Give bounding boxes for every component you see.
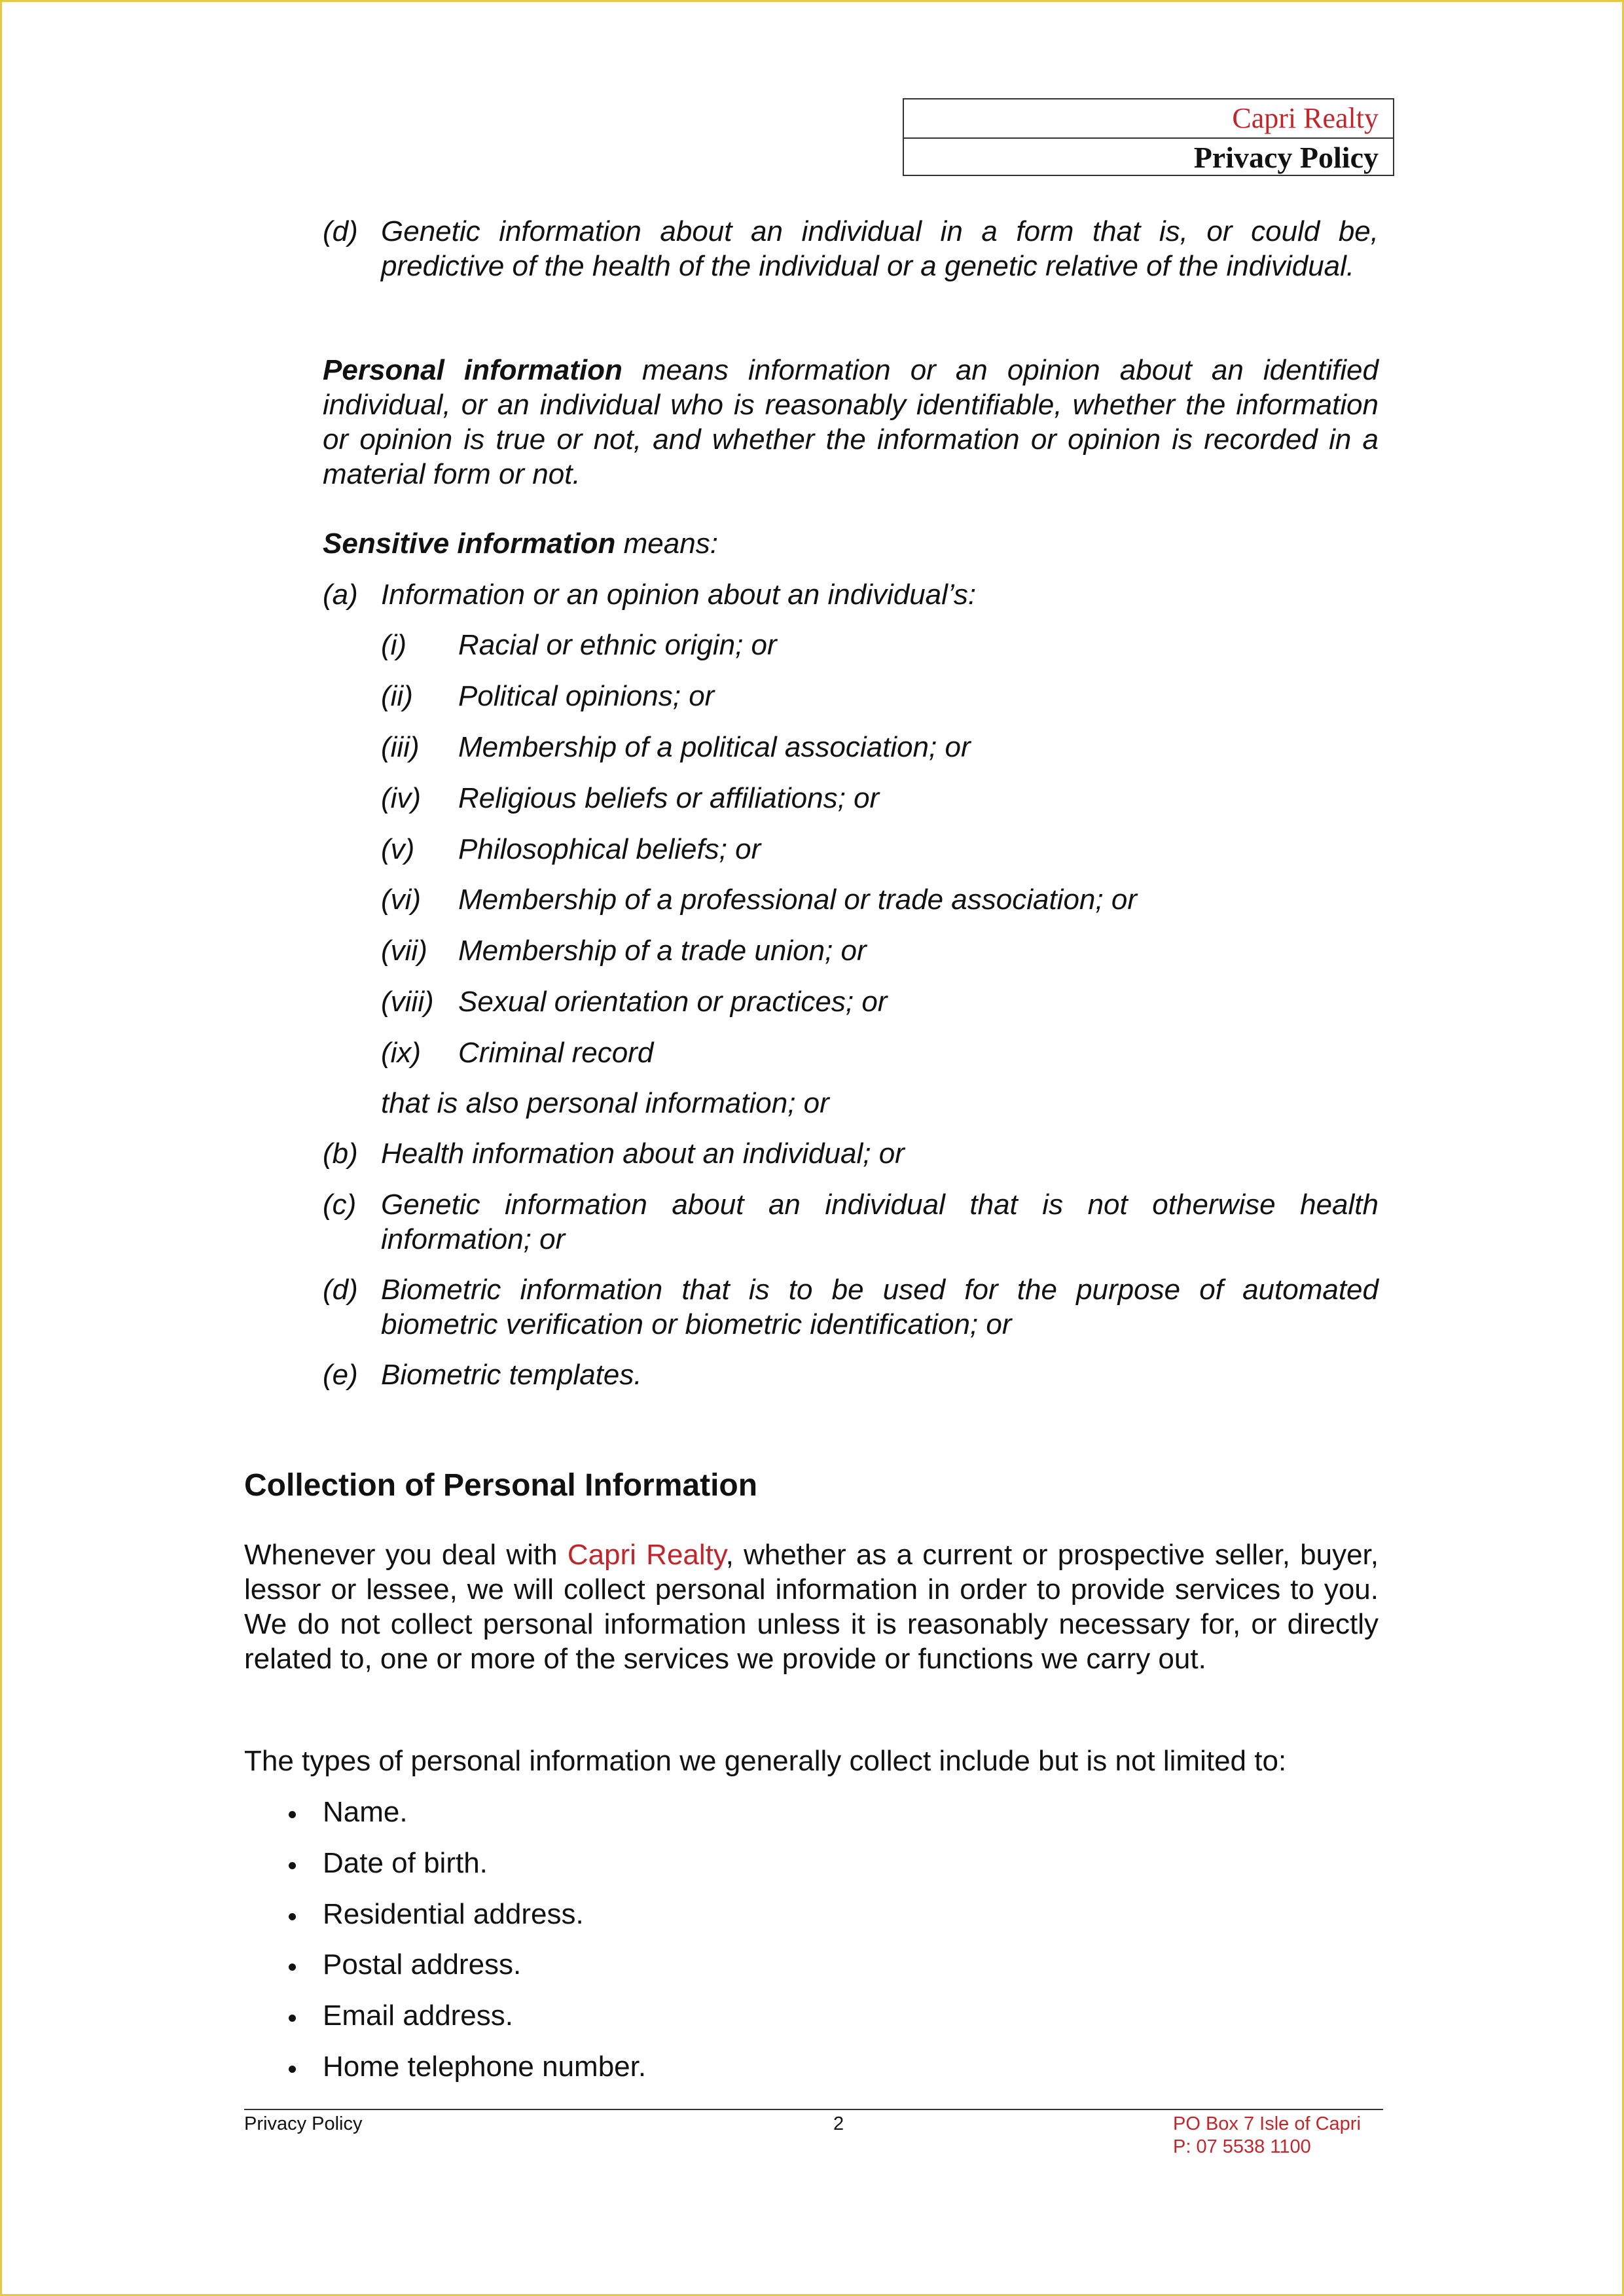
sublist-label: (vi) (381, 884, 422, 916)
sublist-item-text: Membership of a trade union; or (458, 935, 867, 967)
footer-doc-title: Privacy Policy (244, 2113, 363, 2134)
sublist-tail-text: that is also personal information; or (381, 1087, 829, 1119)
list-label: (b) (323, 1138, 358, 1170)
definition-term: Sensitive information (323, 528, 616, 560)
list-label: (a) (323, 579, 358, 611)
collection-paragraph (244, 1537, 1379, 1676)
definition-term: Personal information (323, 354, 623, 386)
paragraph-text: Whenever you deal with (244, 1539, 568, 1571)
sublist-label: (viii) (381, 986, 434, 1018)
footer-divider (244, 2109, 1383, 2110)
sublist-label: (v) (381, 833, 415, 865)
list-label: (d) (323, 1274, 358, 1306)
bullet-item: Residential address. (323, 1898, 584, 1930)
bullet-item: Home telephone number. (323, 2051, 647, 2083)
list-item-text: Genetic information about an individual in a form that is, or could be, predictive of the health of the individual or a genetic relative of the individual. (381, 215, 1379, 282)
sublist-item-text: Membership of a professional or trade association; or (458, 884, 1137, 916)
sublist-item-text: Racial or ethnic origin; or (458, 629, 777, 661)
personal-information-definition (323, 353, 1379, 492)
sublist-label: (iii) (381, 731, 420, 763)
bullet-item: Email address. (323, 2000, 514, 2032)
list-item-text: Health information about an individual; or (381, 1138, 905, 1170)
sublist-label: (ix) (381, 1037, 422, 1069)
sublist-label: (vii) (381, 935, 427, 967)
list-label: (e) (323, 1359, 358, 1391)
bullet-icon (289, 2015, 296, 2022)
list-label: (d) (323, 215, 358, 247)
sublist-item-text: Criminal record (458, 1037, 654, 1069)
definition-text: means: (615, 528, 718, 560)
list-item-text: Genetic information about an individual that is not otherwise health information; or (381, 1189, 1379, 1255)
page-number: 2 (833, 2113, 844, 2134)
bullet-icon (289, 1964, 296, 1971)
paragraph-text: , whether as a current or prospective seller, buyer, lessor or lessee, we will collect personal information in order to provide services to you. We do not collect personal information unless it is reasonably necessary for, or directly related to, one or more of the services we provide or functions we carry out. (244, 1539, 1379, 1675)
sublist-item-text: Sexual orientation or practices; or (458, 986, 888, 1018)
bullet-icon (289, 1862, 296, 1869)
document-title: Privacy Policy (1193, 141, 1379, 174)
collection-types-paragraph: The types of personal information we generally collect include but is not limited to: (244, 1745, 1287, 1777)
bullet-icon (289, 2066, 296, 2073)
bullet-item: Date of birth. (323, 1847, 488, 1879)
section-heading: Collection of Personal Information (244, 1468, 758, 1503)
company-name: Capri Realty (904, 99, 1393, 139)
footer-phone: P: 07 5538 1100 (1173, 2136, 1311, 2157)
sublist-label: (iv) (381, 782, 422, 814)
definition-text: means information or an opinion about an identified individual, or an individual who is reasonably identifiable, whether the information or opinion is true or not, and whether the information or opinion is recorded in a material form or not. (323, 354, 1379, 490)
sublist-item-text: Religious beliefs or affiliations; or (458, 782, 880, 814)
footer-address: PO Box 7 Isle of Capri (1173, 2113, 1361, 2134)
brand-name: Capri Realty (567, 1539, 726, 1571)
list-item-text: Information or an opinion about an individual’s: (381, 579, 977, 611)
bullet-icon (289, 1811, 296, 1818)
bullet-icon (289, 1913, 296, 1920)
list-item-text: Biometric information that is to be used for the purpose of automated biometric verification or biometric identification; or (381, 1274, 1379, 1340)
sublist-label: (i) (381, 629, 407, 661)
sublist-label: (ii) (381, 680, 413, 712)
list-label: (c) (323, 1189, 357, 1221)
sensitive-information-heading (323, 526, 1379, 561)
sublist-item-text: Philosophical beliefs; or (458, 833, 761, 865)
sublist-item-text: Membership of a political association; or (458, 731, 971, 763)
document-header (903, 98, 1394, 176)
bullet-item: Postal address. (323, 1948, 522, 1981)
list-item-text: Biometric templates. (381, 1359, 642, 1391)
sublist-item-text: Political opinions; or (458, 680, 715, 712)
bullet-item: Name. (323, 1796, 408, 1828)
